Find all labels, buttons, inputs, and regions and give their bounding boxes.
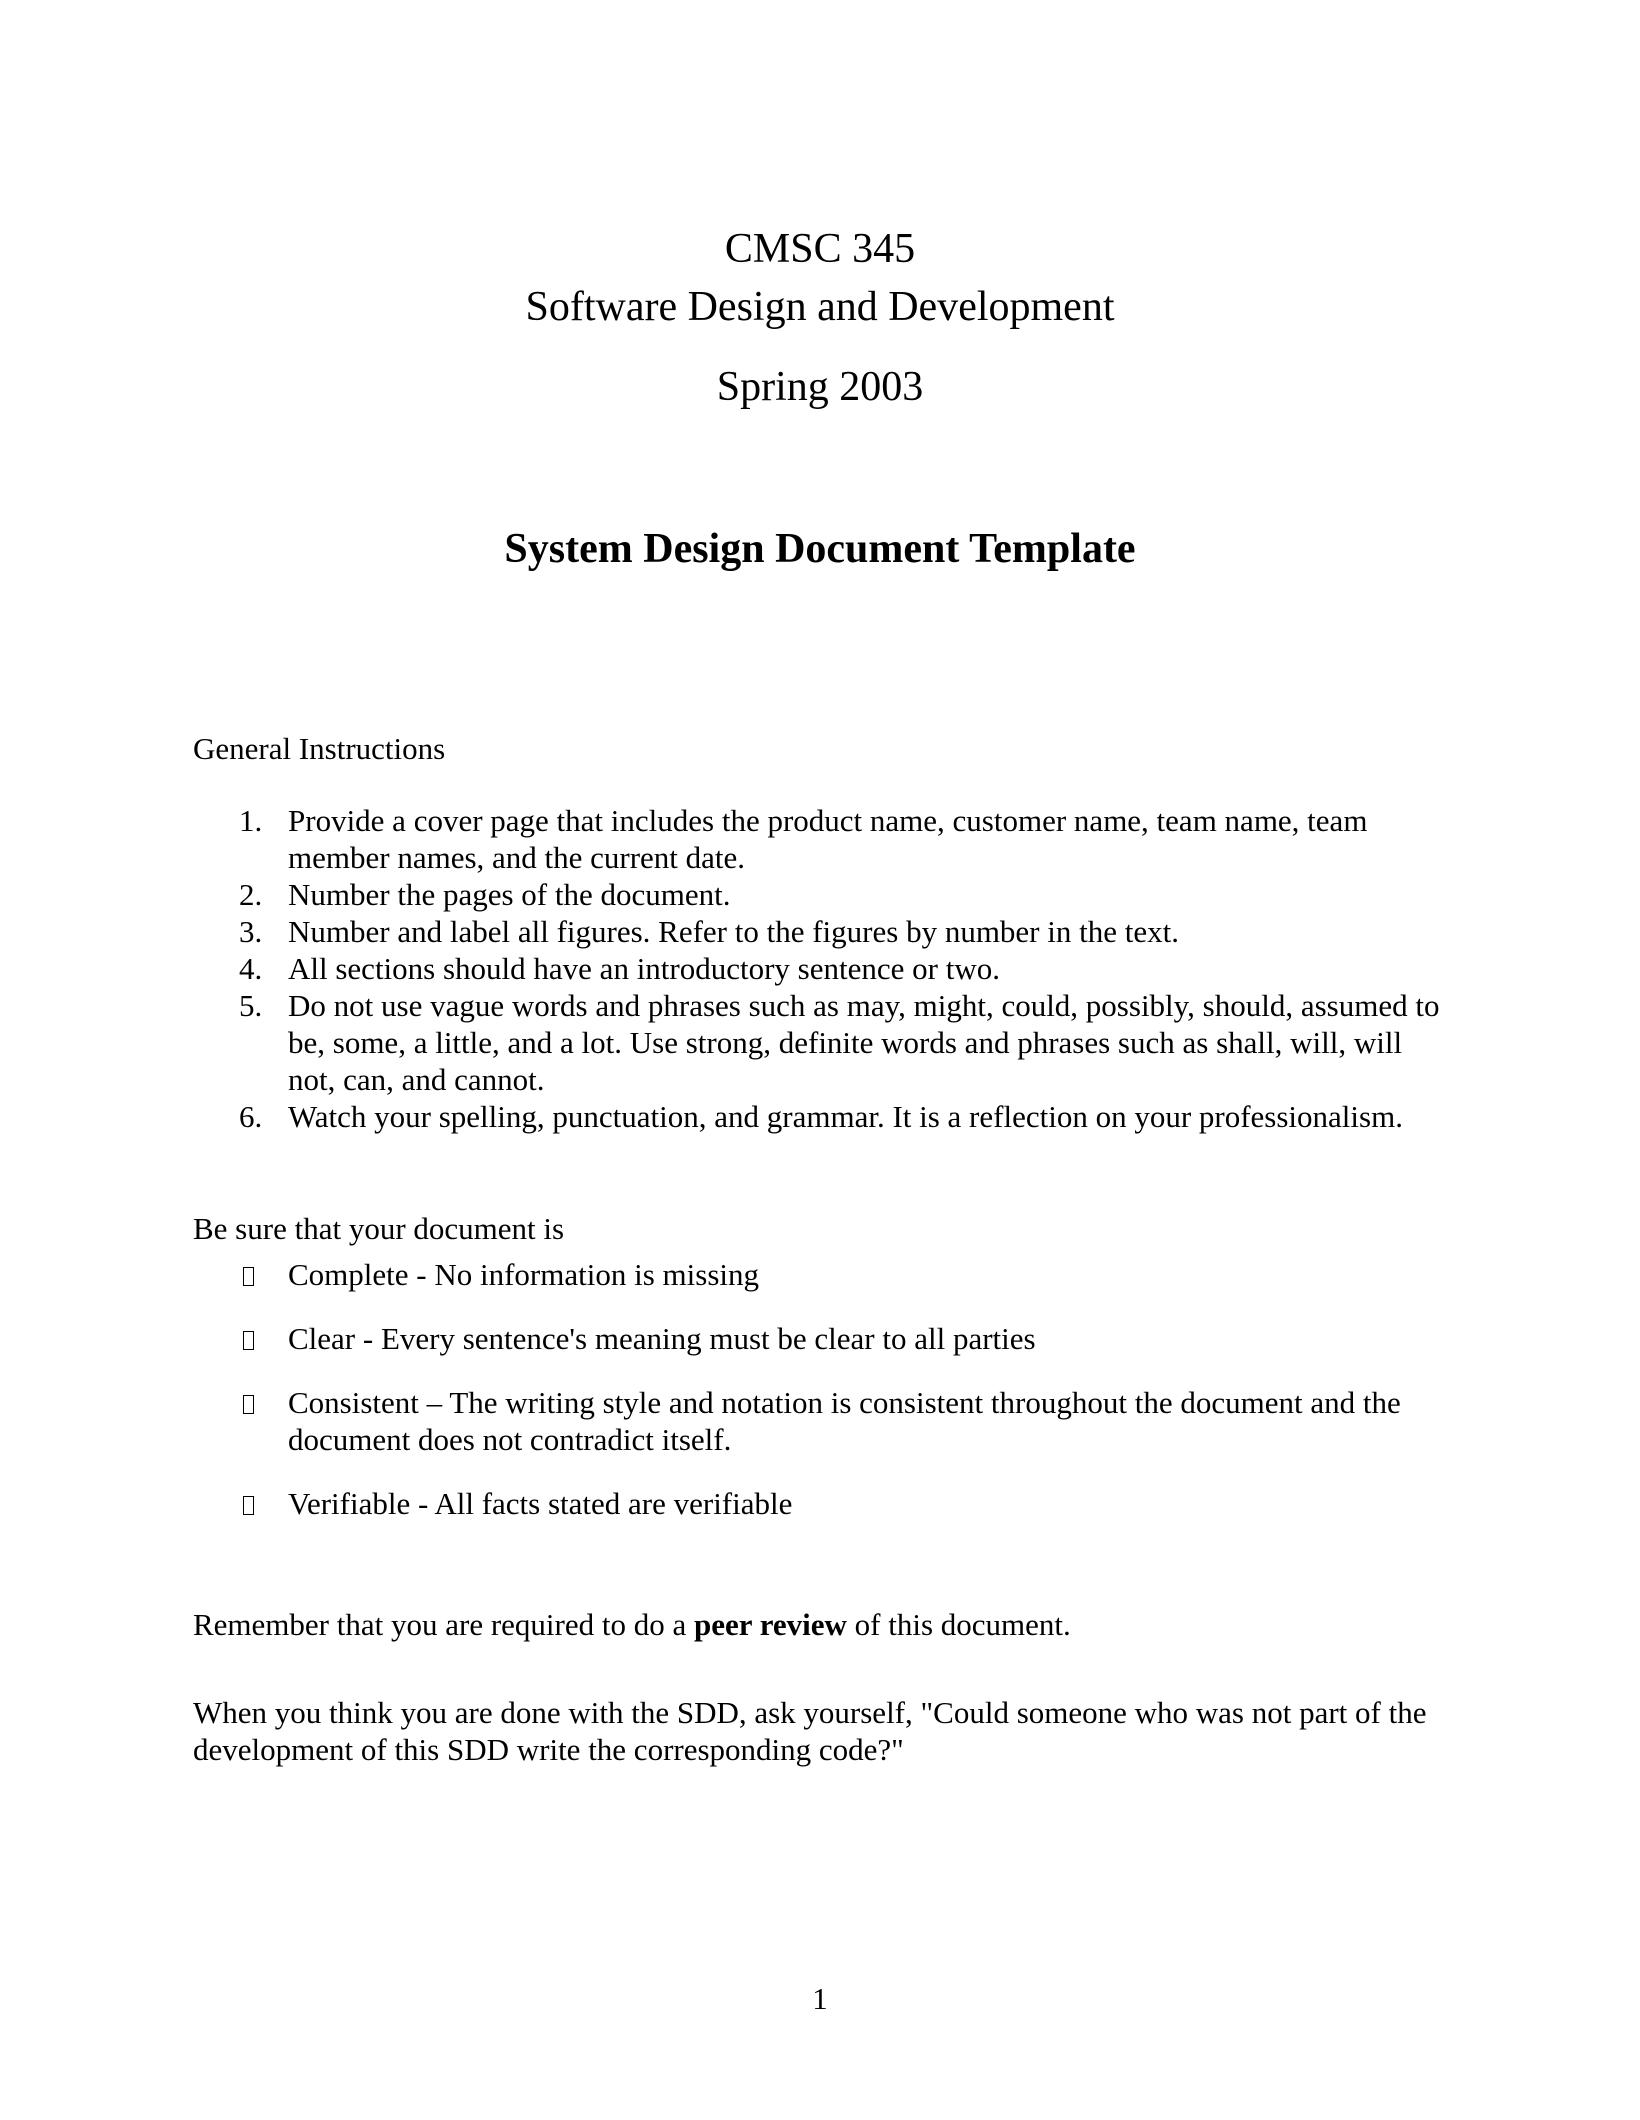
list-item-text: All sections should have an introductory sentence or two. [288, 951, 1000, 986]
list-item-number: 6. [239, 1099, 263, 1134]
box-bullet-icon [243, 1395, 254, 1414]
peer-review-paragraph [193, 1606, 1453, 1643]
list-item-number: 2. [239, 877, 263, 912]
page-number: 1 [812, 1981, 828, 2016]
list-item-text: Verifiable - All facts stated are verifiable [288, 1486, 793, 1521]
closing-paragraph: When you think you are done with the SDD, ask yourself, "Could someone who was not part of the development of this SDD write the corresponding code?" [193, 1695, 1427, 1767]
list-item [193, 950, 1453, 987]
list-item-text: Watch your spelling, punctuation, and grammar. It is a reflection on your professionalism. [288, 1099, 1403, 1134]
list-item [193, 987, 1453, 1098]
peer-review-text-after: of this document. [846, 1607, 1071, 1642]
peer-review-emphasis: peer review [693, 1607, 847, 1642]
list-item [193, 1384, 1453, 1458]
list-item [193, 802, 1453, 876]
list-item [193, 1485, 1453, 1522]
list-item-text: Complete - No information is missing [288, 1257, 759, 1292]
qualities-list [193, 1256, 1453, 1549]
term: Spring 2003 [716, 364, 924, 410]
document-title: System Design Document Template [504, 526, 1136, 572]
list-item-text: Clear - Every sentence's meaning must be clear to all parties [288, 1321, 1036, 1356]
list-item-number: 1. [239, 803, 263, 838]
list-item-text: Do not use vague words and phrases such as may, might, could, possibly, should, assumed to be, some, a little, and a lot. Use strong, definite words and phrases such as shall, will, will not, can, and cannot. [288, 988, 1440, 1097]
box-bullet-icon [243, 1496, 254, 1515]
list-item [193, 913, 1453, 950]
list-item [193, 1320, 1453, 1357]
list-item [193, 876, 1453, 913]
list-item-text: Number the pages of the document. [288, 877, 731, 912]
be-sure-heading: Be sure that your document is [193, 1211, 565, 1246]
list-item [193, 1098, 1453, 1135]
list-item-number: 4. [239, 951, 263, 986]
instructions-list [193, 802, 1453, 1135]
course-code: CMSC 345 [724, 226, 916, 272]
box-bullet-icon [243, 1267, 254, 1286]
course-title: Software Design and Development [525, 284, 1115, 330]
list-item-text: Consistent – The writing style and notation is consistent throughout the document and the document does not contradict itself. [288, 1385, 1401, 1457]
box-bullet-icon [243, 1331, 254, 1350]
list-item-number: 5. [239, 988, 263, 1023]
list-item-text: Provide a cover page that includes the product name, customer name, team name, team member names, and the current date. [288, 803, 1368, 875]
list-item [193, 1256, 1453, 1293]
general-instructions-heading: General Instructions [193, 731, 446, 766]
list-item-number: 3. [239, 914, 263, 949]
list-item-text: Number and label all figures. Refer to the figures by number in the text. [288, 914, 1179, 949]
peer-review-text-before: Remember that you are required to do a [193, 1607, 694, 1642]
